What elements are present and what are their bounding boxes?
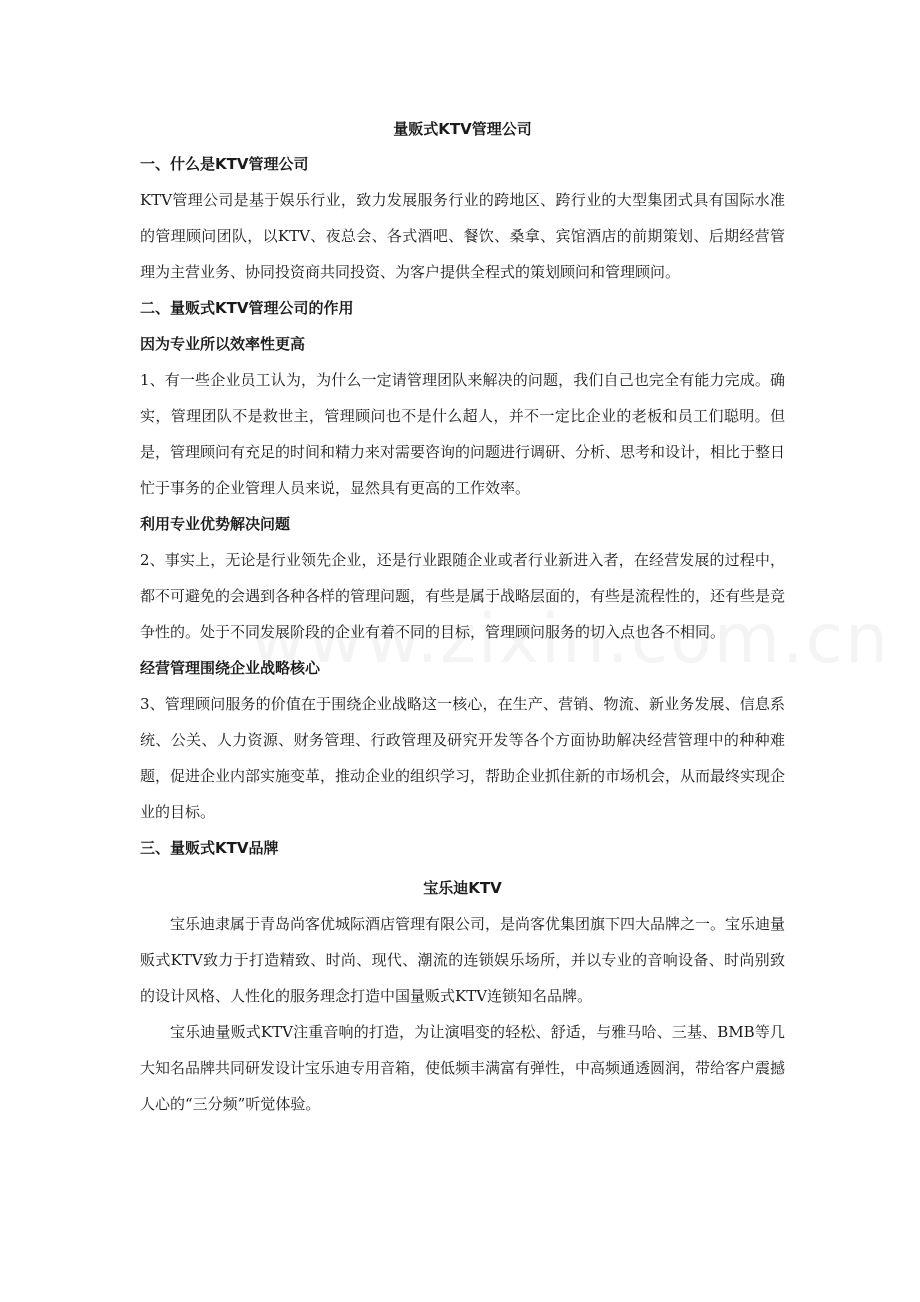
section-heading-brand: 三、量贩式KTV品牌: [140, 839, 279, 857]
document-page: [140, 114, 785, 1122]
section-heading-role: 二、量贩式KTV管理公司的作用: [140, 299, 354, 317]
subheading-expertise: 利用专业优势解决问题: [140, 515, 291, 533]
brand-paragraph-1: 宝乐迪隶属于青岛尚客优城际酒店管理有限公司，是尚客优集团旗下四大品牌之一。宝乐迪量贩式KTV致力于打造精致、时尚、现代、潮流的连锁娱乐场所，并以专业的音响设备、时尚别致的设计风格、人性化的服务理念打造中国量贩式KTV连锁知名品牌。: [140, 915, 786, 1005]
section-heading-what-is: 一、什么是KTV管理公司: [140, 155, 309, 173]
section2-paragraph-3: 3、管理顾问服务的价值在于围绕企业战略这一核心，在生产、营销、物流、新业务发展、信息系统、公关、人力资源、财务管理、行政管理及研究开发等各个方面协助解决经营管理中的种种难题，促进企业内部实施变革，推动企业的组织学习，帮助企业抓住新的市场机会，从而最终实现企业的目标。: [140, 695, 786, 821]
brand-paragraph-2: 宝乐迪量贩式KTV注重音响的打造，为让演唱变的轻松、舒适，与雅马哈、三基、BMB等几大知名品牌共同研发设计宝乐迪专用音箱，使低频丰满富有弹性，中高频通透圆润，带给客户震撼人心的“三分频”听觉体验。: [140, 1023, 786, 1113]
document-title: 量贩式KTV管理公司: [393, 120, 532, 138]
subheading-strategy: 经营管理围绕企业战略核心: [140, 659, 321, 677]
section2-paragraph-2: 2、事实上，无论是行业领先企业，还是行业跟随企业或者行业新进入者，在经营发展的过程中，都不可避免的会遇到各种各样的管理问题，有些是属于战略层面的，有些是流程性的，还有些是竞争性的。处于不同发展阶段的企业有着不同的目标，管理顾问服务的切入点也各不相同。: [140, 551, 786, 641]
subheading-efficiency: 因为专业所以效率性更高: [140, 335, 306, 353]
section2-paragraph-1: 1、有一些企业员工认为，为什么一定请管理团队来解决的问题，我们自己也完全有能力完成。确实，管理团队不是救世主，管理顾问也不是什么超人，并不一定比企业的老板和员工们聪明。但是，管理顾问有充足的时间和精力来对需要咨询的问题进行调研、分析、思考和设计，相比于整日忙于事务的企业管理人员来说，显然具有更高的工作效率。: [140, 371, 786, 497]
section1-paragraph: KTV管理公司是基于娱乐行业，致力发展服务行业的跨地区、跨行业的大型集团式具有国际水准的管理顾问团队，以KTV、夜总会、各式酒吧、餐饮、桑拿、宾馆酒店的前期策划、后期经营管理为主营业务、协同投资商共同投资、为客户提供全程式的策划顾问和管理顾问。: [140, 191, 785, 281]
brand-title: 宝乐迪KTV: [423, 879, 502, 897]
